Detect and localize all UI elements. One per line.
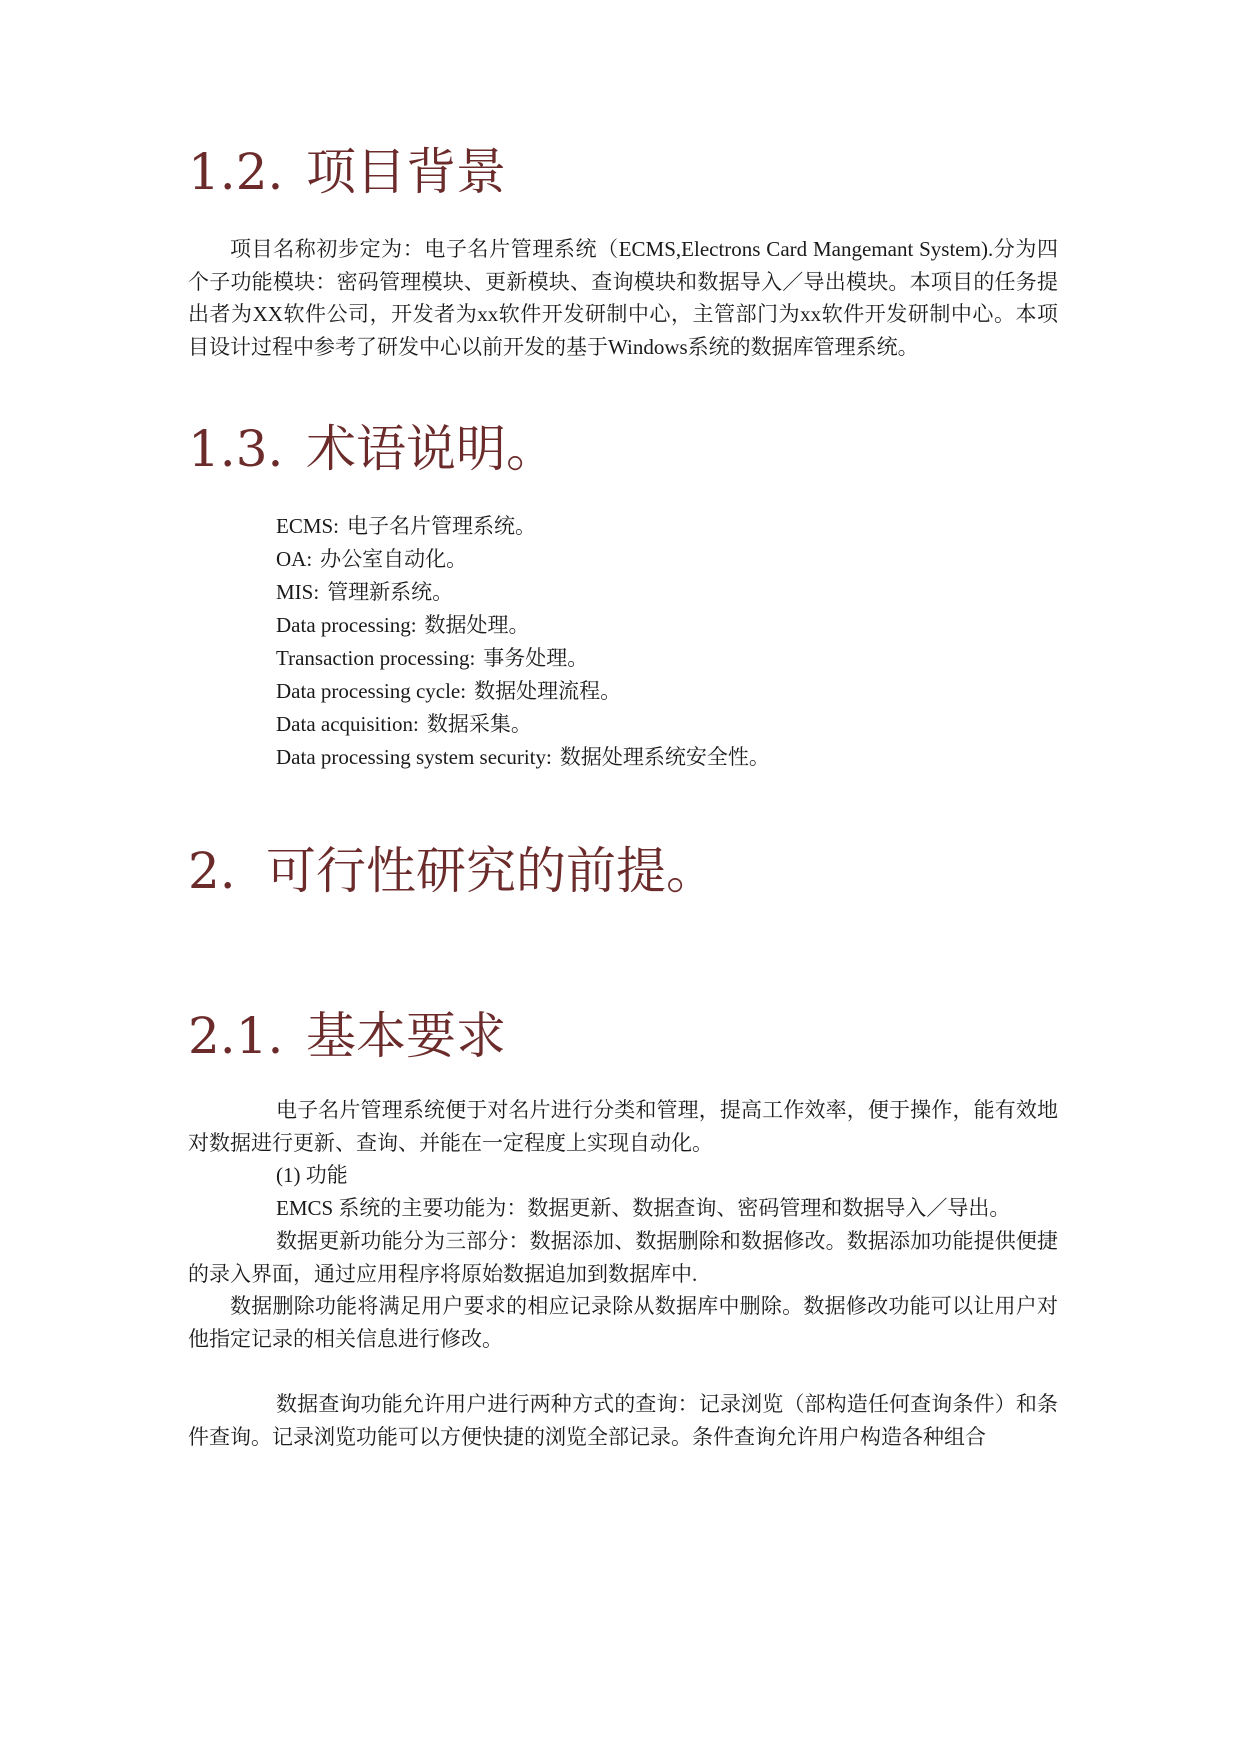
heading-title: 术语说明。 — [306, 420, 556, 478]
term-item — [276, 510, 770, 543]
term-item — [276, 609, 770, 642]
heading-title: 基本要求 — [306, 1007, 506, 1065]
term-name: ECMS: — [276, 514, 340, 538]
term-name: Data processing system security: — [276, 745, 552, 769]
term-definition: 数据处理流程。 — [474, 679, 622, 703]
term-name: MIS: — [276, 580, 320, 604]
term-name: Transaction processing: — [276, 646, 476, 670]
heading-number: 2.1. — [188, 1007, 284, 1065]
term-item — [276, 642, 770, 675]
term-name: OA: — [276, 547, 313, 571]
term-definition: 办公室自动化。 — [320, 547, 468, 571]
heading-number: 1.2. — [188, 143, 284, 201]
term-definition: 数据处理。 — [424, 613, 530, 637]
heading-number: 2. — [188, 842, 236, 900]
heading-terminology — [188, 420, 556, 478]
heading-basic-requirements — [188, 1007, 506, 1065]
function-label: (1) 功能 — [276, 1163, 348, 1187]
terms-list — [276, 510, 770, 774]
query-functions: 数据查询功能允许用户进行两种方式的查询：记录浏览（部构造任何查询条件）和条件查询。记录浏览功能可以方便快捷的浏览全部记录。条件查询允许用户构造各种组合 — [188, 1392, 1058, 1449]
term-definition: 管理新系统。 — [327, 580, 454, 604]
delete-modify-functions: 数据删除功能将满足用户要求的相应记录除从数据库中删除。数据修改功能可以让用户对他指定记录的相关信息进行修改。 — [188, 1294, 1058, 1351]
term-name: Data processing cycle: — [276, 679, 467, 703]
heading-feasibility-prerequisites — [188, 842, 716, 900]
requirements-intro: 电子名片管理系统便于对名片进行分类和管理，提高工作效率，便于操作，能有效地对数据进行更新、查询、并能在一定程度上实现自动化。 — [188, 1098, 1058, 1155]
term-item — [276, 675, 770, 708]
heading-project-background — [188, 143, 506, 201]
term-definition: 数据采集。 — [426, 712, 532, 736]
term-item — [276, 708, 770, 741]
term-name: Data acquisition: — [276, 712, 419, 736]
term-item — [276, 576, 770, 609]
background-paragraph: 项目名称初步定为：电子名片管理系统（ECMS,Electrons Card Mangemant System).分为四个子功能模块：密码管理模块、更新模块、查询模块和数据导入／导出模块。本项目的任务提出者为XX软件公司，开发者为xx软件开发研制中心，主管部门为xx软件开发研制中心。本项目设计过程中参考了研发中心以前开发的基于Windows系统的数据库管理系统。 — [188, 237, 1058, 359]
term-item — [276, 543, 770, 576]
heading-title: 可行性研究的前提。 — [266, 842, 716, 900]
term-definition: 电子名片管理系统。 — [347, 514, 537, 538]
term-definition: 事务处理。 — [483, 646, 589, 670]
main-functions: EMCS 系统的主要功能为：数据更新、数据查询、密码管理和数据导入／导出。 — [276, 1196, 1011, 1220]
term-item — [276, 741, 770, 774]
term-definition: 数据处理系统安全性。 — [559, 745, 770, 769]
document-page — [188, 0, 1058, 1754]
update-functions: 数据更新功能分为三部分：数据添加、数据删除和数据修改。数据添加功能提供便捷的录入界面，通过应用程序将原始数据追加到数据库中. — [188, 1229, 1058, 1286]
heading-title: 项目背景 — [306, 143, 506, 201]
term-name: Data processing: — [276, 613, 417, 637]
heading-number: 1.3. — [188, 420, 284, 478]
